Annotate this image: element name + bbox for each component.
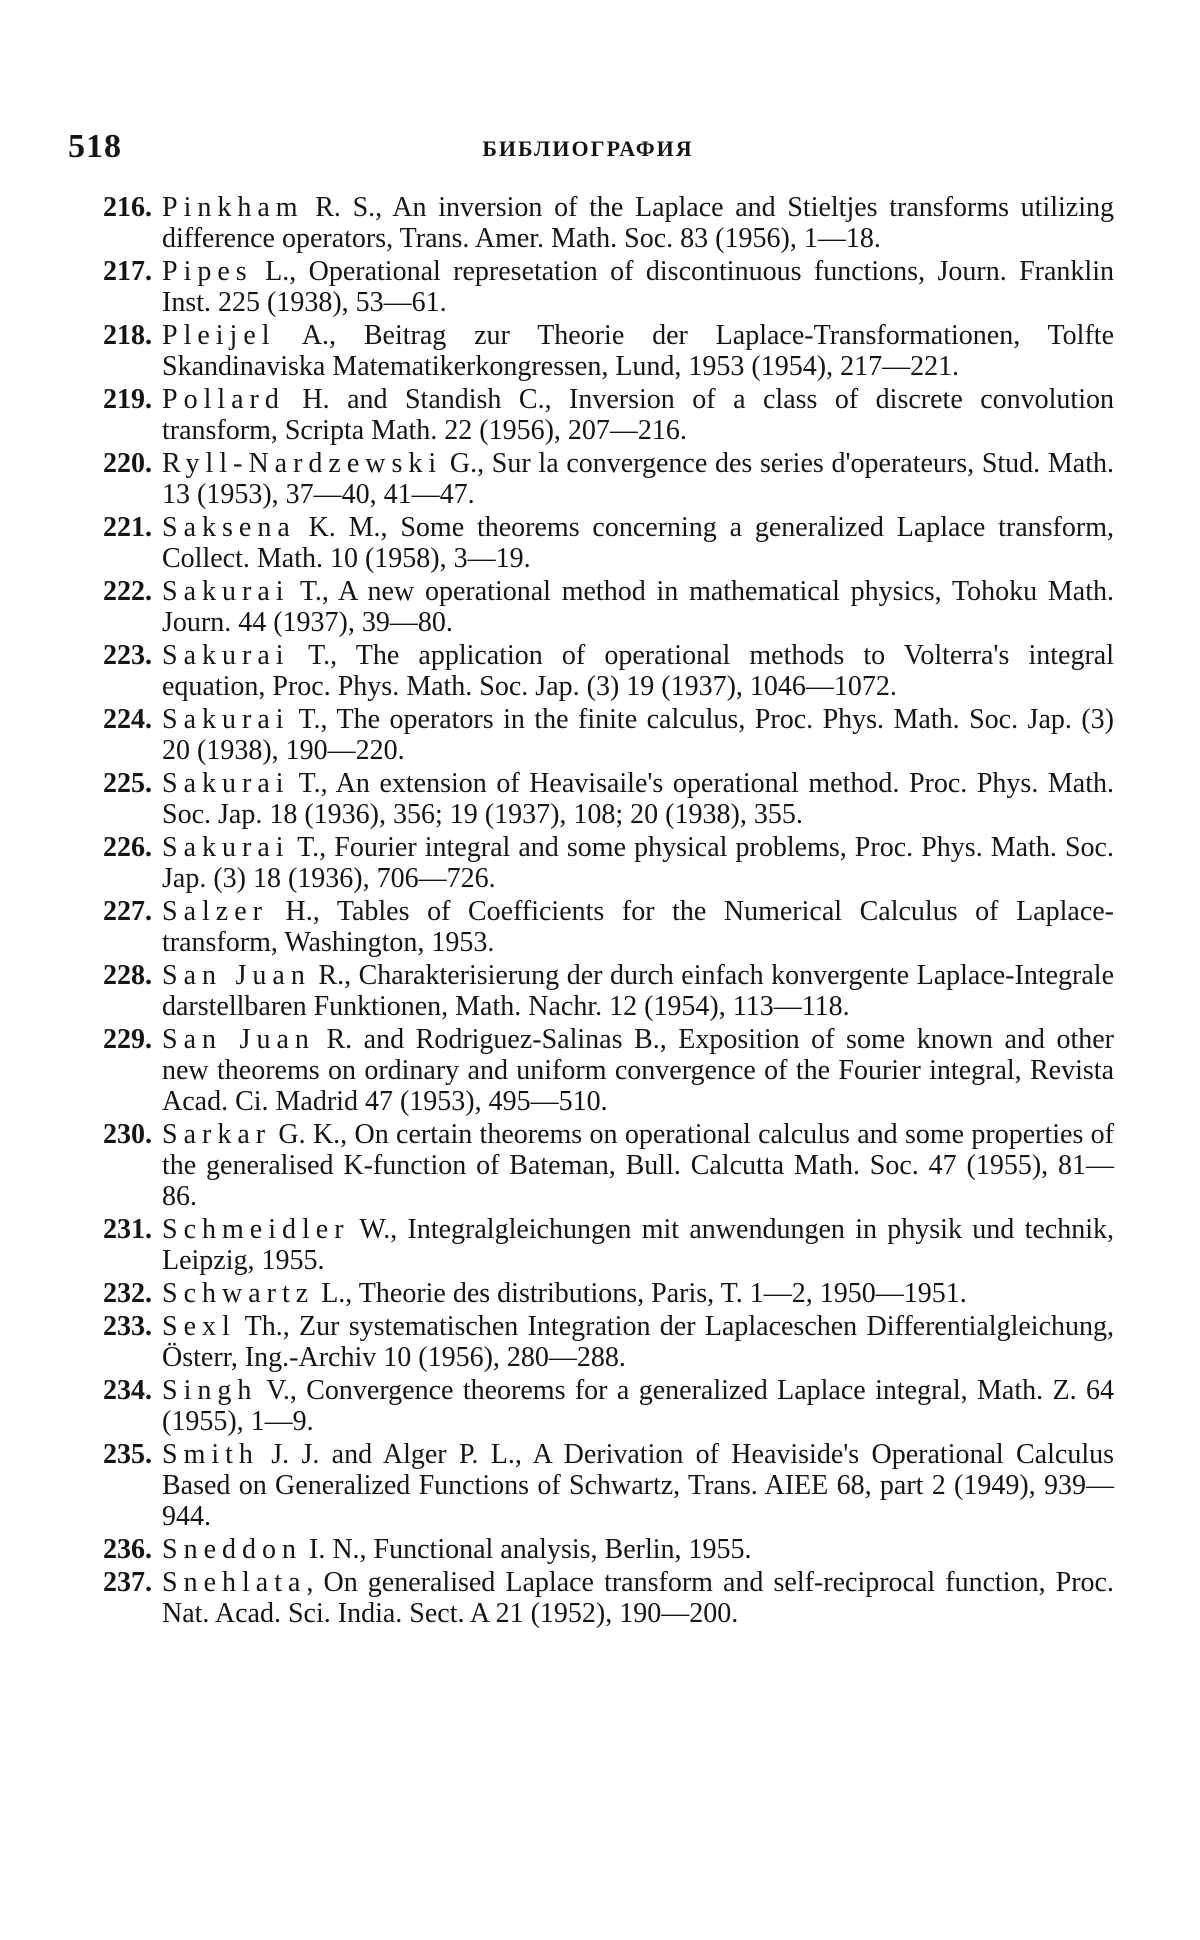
bibliography-entry <box>70 1375 1114 1437</box>
entry-citation: T., The operators in the finite calculus, Proc. Phys. Math. Soc. Jap. (3) 20 (1938), 190—220. <box>162 704 1114 766</box>
entry-number: 235. <box>103 1439 152 1470</box>
bibliography-entry <box>70 768 1114 830</box>
bibliography-entry <box>70 192 1114 254</box>
bibliography-entry <box>70 384 1114 446</box>
entry-citation: I. N., Functional analysis, Berlin, 1955. <box>302 1534 752 1565</box>
entry-number: 236. <box>103 1534 152 1565</box>
bibliography-entry <box>70 576 1114 638</box>
entry-citation: H. and Standish C., Inversion of a class of discrete convolution transform, Scripta Math. 22 (1956), 207—216. <box>162 384 1114 446</box>
bibliography-entry <box>70 1214 1114 1276</box>
bibliography-entry <box>70 448 1114 510</box>
entry-citation: R. and Rodriguez-Salinas B., Exposition of some known and other new theorems on ordinary and uniform convergence of the Fourier integral, Revista Acad. Ci. Madrid 47 (1953), 495—510. <box>162 1024 1114 1117</box>
entry-citation: W., Integralgleichungen mit anwendungen in physik und technik, Leipzig, 1955. <box>162 1214 1114 1276</box>
entry-number: 232. <box>103 1278 152 1309</box>
entry-citation: G., Sur la convergence des series d'operateurs, Stud. Math. 13 (1953), 37—40, 41—47. <box>162 448 1114 510</box>
bibliography-entry <box>70 1278 1114 1309</box>
entry-citation: R., Charakterisierung der durch einfach konvergente Laplace-Integrale darstellbaren Funktionen, Math. Nachr. 12 (1954), 113—118. <box>162 960 1114 1022</box>
bibliography-entry <box>70 1119 1114 1212</box>
entry-number: 231. <box>103 1214 152 1245</box>
entry-citation: T., A new operational method in mathematical physics, Tohoku Math. Journ. 44 (1937), 39—80. <box>162 576 1114 638</box>
entry-author: Sneddon <box>162 1534 302 1565</box>
entry-author: San Juan <box>162 960 311 991</box>
entry-number: 227. <box>103 896 152 927</box>
entry-citation: T., The application of operational methods to Volterra's integral equation, Proc. Phys. Math. Soc. Jap. (3) 19 (1937), 1046—1072. <box>162 640 1114 702</box>
running-title: БИБЛИОГРАФИЯ <box>482 136 694 161</box>
entry-number: 223. <box>103 640 152 671</box>
bibliography-entry <box>70 512 1114 574</box>
bibliography-entry <box>70 896 1114 958</box>
entry-number: 237. <box>103 1567 152 1598</box>
entry-number: 216. <box>103 192 152 223</box>
entry-author: Smith <box>162 1439 259 1470</box>
entry-citation: T., An extension of Heavisaile's operational method. Proc. Phys. Math. Soc. Jap. 18 (1936), 356; 19 (1937), 108; 20 (1938), 355. <box>162 768 1114 830</box>
entry-citation: Th., Zur systematischen Integration der Laplaceschen Differentialgleichung, Österr, Ing.-Archiv 10 (1956), 280—288. <box>162 1311 1114 1373</box>
entry-author: Sakurai <box>162 768 290 799</box>
entry-author: San Juan <box>162 1024 315 1055</box>
entry-author: Sakurai <box>162 704 290 735</box>
entry-author: Ryll-Nardzewski <box>162 448 443 479</box>
bibliography-entry <box>70 1311 1114 1373</box>
entry-author: Sexl <box>162 1311 236 1342</box>
bibliography-entry <box>70 704 1114 766</box>
entry-citation: L., Operational represetation of discontinuous functions, Journ. Franklin Inst. 225 (1938), 53—61. <box>162 256 1114 318</box>
bibliography-list <box>70 192 1114 1631</box>
bibliography-entry <box>70 832 1114 894</box>
entry-citation: J. J. and Alger P. L., A Derivation of Heaviside's Operational Calculus Based on Generalized Functions of Schwartz, Trans. AIEE 68, part 2 (1949), 939—944. <box>162 1439 1114 1532</box>
entry-citation: R. S., An inversion of the Laplace and Stieltjes transforms utilizing difference operators, Trans. Amer. Math. Soc. 83 (1956), 1—18. <box>162 192 1114 254</box>
entry-author: Sakurai <box>162 640 290 671</box>
bibliography-entry <box>70 1534 1114 1565</box>
page-header <box>68 128 1108 168</box>
entry-number: 234. <box>103 1375 152 1406</box>
entry-author: Pinkham <box>162 192 304 223</box>
entry-author: Pleijel <box>162 320 276 351</box>
bibliography-entry <box>70 1567 1114 1629</box>
entry-author: Snehlata <box>162 1567 307 1598</box>
entry-number: 217. <box>103 256 152 287</box>
bibliography-entry <box>70 640 1114 702</box>
bibliography-entry <box>70 1024 1114 1117</box>
bibliography-entry <box>70 320 1114 382</box>
bibliography-entry <box>70 960 1114 1022</box>
entry-citation: K. M., Some theorems concerning a generalized Laplace transform, Collect. Math. 10 (1958), 3—19. <box>162 512 1114 574</box>
entry-author: Schmeidler <box>162 1214 350 1245</box>
entry-number: 219. <box>103 384 152 415</box>
entry-author: Singh <box>162 1375 258 1406</box>
entry-number: 222. <box>103 576 152 607</box>
entry-author: Sakurai <box>162 832 290 863</box>
entry-citation: L., Theorie des distributions, Paris, T. 1—2, 1950—1951. <box>314 1278 967 1309</box>
entry-number: 230. <box>103 1119 152 1150</box>
entry-citation: A., Beitrag zur Theorie der Laplace-Transformationen, Tolfte Skandinaviska Matematikerkongressen, Lund, 1953 (1954), 217—221. <box>162 320 1114 382</box>
bibliography-entry <box>70 256 1114 318</box>
entry-author: Saksena <box>162 512 296 543</box>
entry-citation: V., Convergence theorems for a generalized Laplace integral, Math. Z. 64 (1955), 1—9. <box>162 1375 1114 1437</box>
entry-number: 220. <box>103 448 152 479</box>
entry-number: 224. <box>103 704 152 735</box>
entry-number: 233. <box>103 1311 152 1342</box>
entry-author: Sarkar <box>162 1119 272 1150</box>
page-number: 518 <box>68 128 122 165</box>
entry-author: Pipes <box>162 256 253 287</box>
entry-author: Sakurai <box>162 576 290 607</box>
entry-number: 221. <box>103 512 152 543</box>
entry-citation: , On generalised Laplace transform and self-reciprocal function, Proc. Nat. Acad. Sci. India. Sect. A 21 (1952), 190—200. <box>162 1567 1114 1629</box>
entry-author: Pollard <box>162 384 285 415</box>
entry-citation: T., Fourier integral and some physical problems, Proc. Phys. Math. Soc. Jap. (3) 18 (1936), 706—726. <box>162 832 1114 894</box>
entry-number: 228. <box>103 960 152 991</box>
entry-number: 229. <box>103 1024 152 1055</box>
entry-author: Schwartz <box>162 1278 315 1309</box>
bibliography-entry <box>70 1439 1114 1532</box>
entry-number: 218. <box>103 320 152 351</box>
entry-citation: H., Tables of Coefficients for the Numerical Calculus of Laplace-transform, Washington, 1953. <box>162 896 1114 958</box>
entry-citation: G. K., On certain theorems on operational calculus and some properties of the generalised K-function of Bateman, Bull. Calcutta Math. Soc. 47 (1955), 81—86. <box>162 1119 1114 1212</box>
entry-number: 225. <box>103 768 152 799</box>
entry-author: Salzer <box>162 896 268 927</box>
entry-number: 226. <box>103 832 152 863</box>
